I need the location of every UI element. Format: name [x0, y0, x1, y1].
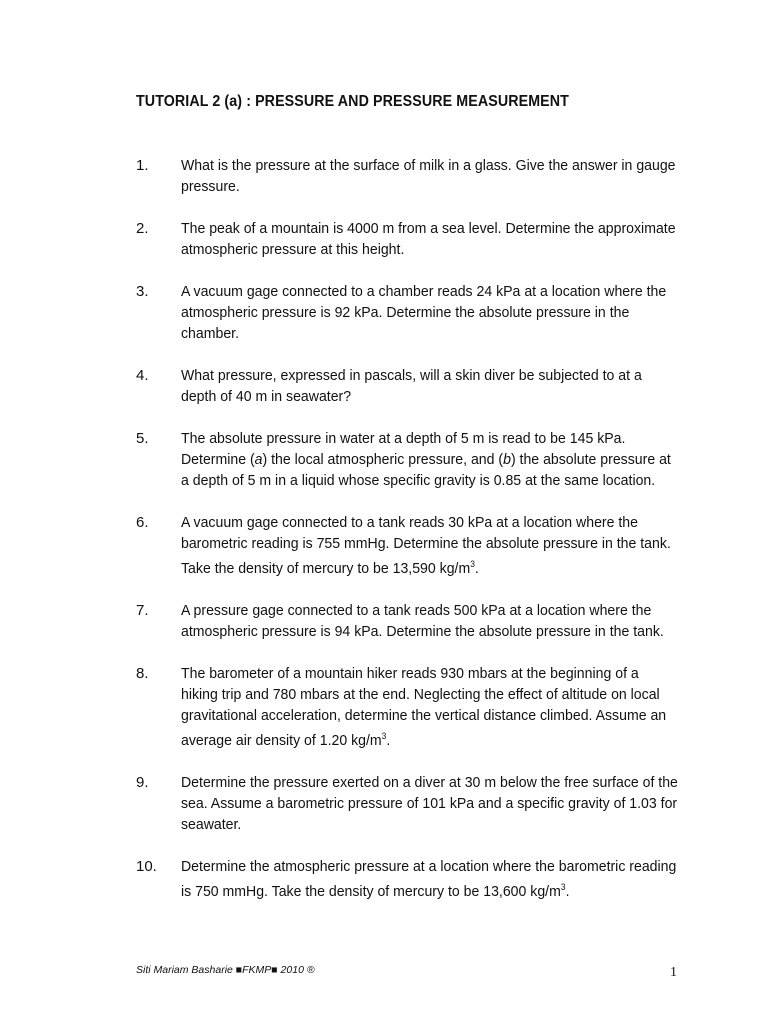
question-text: What is the pressure at the surface of milk in a glass. Give the answer in gauge pressure. — [181, 157, 676, 195]
question-item — [136, 155, 696, 197]
question-text: The absolute pressure in water at a depth of 5 m is read to be 145 kPa. Determine (a) the local atmospheric pressure, and (b) the absolute pressure at a depth of 5 m in a liquid whose specific gravity is 0.85 at the same location. — [181, 430, 671, 489]
question-list — [136, 155, 696, 902]
question-text: A vacuum gage connected to a chamber reads 24 kPa at a location where the atmospheric pressure is 92 kPa. Determine the absolute pressure in the chamber. — [181, 283, 667, 342]
question-item — [136, 281, 696, 344]
question-item — [136, 856, 696, 902]
question-item — [136, 218, 696, 260]
footer-author: Siti Mariam Basharie ■FKMP■ 2010 ® — [136, 964, 315, 976]
question-number: 7. — [136, 602, 149, 619]
question-text: The peak of a mountain is 4000 m from a sea level. Determine the approximate atmospheric pressure at this height. — [181, 220, 676, 258]
question-number: 3. — [136, 283, 149, 300]
question-text: The barometer of a mountain hiker reads 930 mbars at the beginning of a hiking trip and 780 mbars at the end. Neglecting the effect of altitude on local gravitational acceleration, determine the vertical distance climbed. Assume an average air density of 1.20 $kg/m^3$. — [181, 665, 667, 749]
question-number: 2. — [136, 220, 149, 237]
page-title: TUTORIAL 2 (a) : PRESSURE AND PRESSURE MEASUREMENT — [136, 93, 569, 110]
question-number: 5. — [136, 430, 149, 447]
question-number: 8. — [136, 665, 149, 682]
question-item — [136, 512, 696, 579]
question-text: What pressure, expressed in pascals, will a skin diver be subjected to at a depth of 40 m in seawater? — [181, 367, 642, 405]
question-item — [136, 365, 696, 407]
question-number: 1. — [136, 157, 149, 174]
question-text: Determine the pressure exerted on a diver at 30 m below the free surface of the sea. Assume a barometric pressure of 101 kPa and a specific gravity of 1.03 for seawater. — [181, 774, 678, 833]
question-number: 10. — [136, 858, 157, 875]
question-number: 4. — [136, 367, 149, 384]
question-number: 6. — [136, 514, 149, 531]
question-text: A pressure gage connected to a tank reads 500 kPa at a location where the atmospheric pressure is 94 kPa. Determine the absolute pressure in the tank. — [181, 602, 664, 640]
question-number: 9. — [136, 774, 149, 791]
page-number: 1 — [670, 965, 677, 980]
question-item — [136, 600, 696, 642]
question-item — [136, 663, 696, 751]
question-text: A vacuum gage connected to a tank reads 30 kPa at a location where the barometric reading is 755 mmHg. Determine the absolute pressure in the tank. Take the density of mercury to be 13,590 $kg/m^3$. — [181, 514, 671, 577]
question-item — [136, 772, 696, 835]
question-text: Determine the atmospheric pressure at a location where the barometric reading is 750 mmHg. Take the density of mercury to be 13,600 $kg/m^3$. — [181, 858, 677, 900]
question-item — [136, 428, 696, 491]
